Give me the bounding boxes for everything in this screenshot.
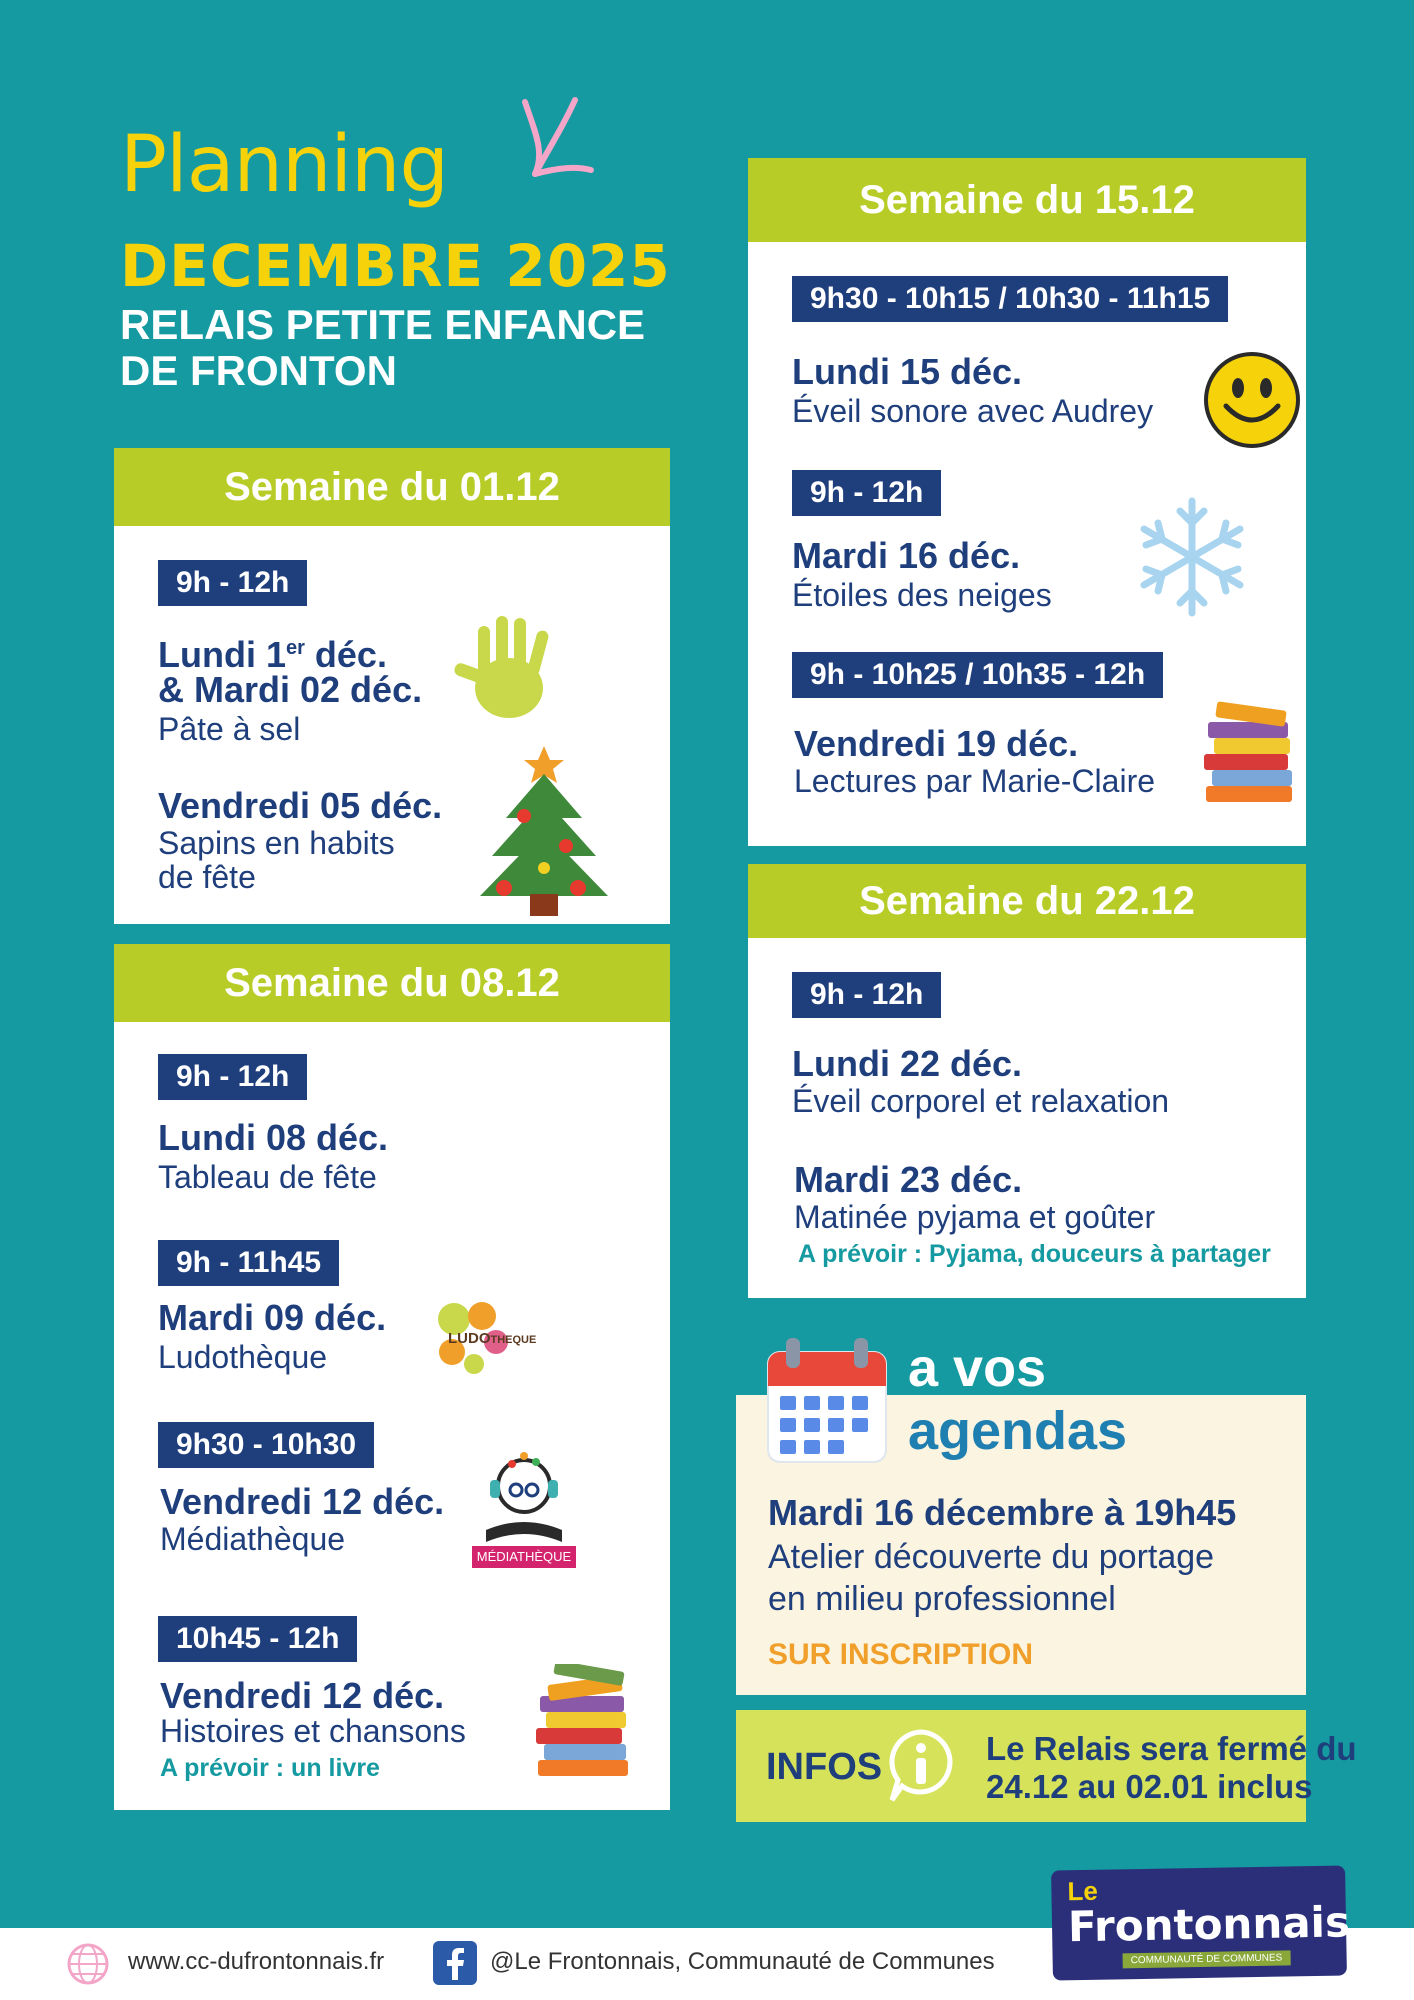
week-card-1512 <box>748 158 1306 846</box>
logo-name: Frontonnais <box>1067 1897 1351 1952</box>
session-day: Mardi 23 déc. <box>794 1159 1023 1200</box>
agenda-title-line-2: agendas <box>908 1401 1128 1461</box>
hand-print-icon <box>454 608 574 728</box>
week-card-2212 <box>748 864 1306 1298</box>
session-day-2: & Mardi 02 déc. <box>158 669 423 710</box>
agenda-registration-note: SUR INSCRIPTION <box>768 1638 1034 1671</box>
agenda-event-date: Mardi 16 décembre à 19h45 <box>768 1492 1237 1533</box>
organization-name <box>120 302 645 394</box>
session-activity-line-2: de fête <box>158 859 256 895</box>
ludotheque-logo <box>424 1294 537 1384</box>
time-badge: 9h - 10h25 / 10h35 - 12h <box>792 652 1163 698</box>
session-day: Lundi 15 déc. <box>792 351 1023 392</box>
book-stack-icon <box>1200 696 1300 808</box>
time-badge: 9h - 12h <box>158 560 307 606</box>
time-badge: 9h30 - 10h15 / 10h30 - 11h15 <box>792 276 1228 322</box>
session-day-sup: er <box>286 637 305 659</box>
calendar-icon <box>764 1336 890 1466</box>
mediatheque-logo <box>472 1450 576 1570</box>
week-card-0112 <box>114 448 670 924</box>
infos-message <box>986 1730 1357 1806</box>
infos-line-1: Le Relais sera fermé du <box>986 1730 1357 1767</box>
globe-icon <box>66 1942 110 1986</box>
logo-subtitle: COMMUNAUTÉ DE COMMUNES <box>1123 1950 1291 1968</box>
session-activity: Histoires et chansons <box>160 1713 466 1749</box>
session-day: Lundi 22 déc. <box>792 1043 1023 1084</box>
organization-line-1: RELAIS PETITE ENFANCE <box>120 301 646 348</box>
session-day <box>158 628 387 675</box>
info-icon <box>886 1728 956 1804</box>
ludotheque-logo-text-a: LUDO <box>448 1330 491 1347</box>
session-day-prefix: Lundi 1 <box>158 634 286 675</box>
session-activity: Étoiles des neiges <box>792 577 1052 613</box>
agenda-event-line-2: en milieu professionnel <box>768 1580 1116 1618</box>
session-activity: Médiathèque <box>160 1521 346 1557</box>
smiley-icon <box>1202 350 1302 450</box>
time-badge: 9h - 12h <box>158 1054 307 1100</box>
logo-le: Le <box>1067 1875 1099 1907</box>
agenda-event-line-1: Atelier découverte du portage <box>768 1538 1215 1576</box>
session-day: Vendredi 12 déc. <box>160 1481 445 1522</box>
frontonnais-logo <box>1051 1865 1351 1980</box>
session-activity: Matinée pyjama et goûter <box>794 1199 1156 1235</box>
session-activity: Éveil sonore avec Audrey <box>792 393 1154 429</box>
time-badge: 10h45 - 12h <box>158 1616 357 1662</box>
facebook-link[interactable]: @Le Frontonnais, Communauté de Communes <box>490 1948 995 1975</box>
session-day: Mardi 09 déc. <box>158 1297 387 1338</box>
snowflake-icon <box>1136 494 1248 620</box>
week-header: Semaine du 08.12 <box>114 944 670 1022</box>
week-header: Semaine du 01.12 <box>114 448 670 526</box>
session-activity-line-1: Sapins en habits <box>158 825 395 861</box>
session-activity: Éveil corporel et relaxation <box>792 1083 1170 1119</box>
session-note: A prévoir : un livre <box>160 1754 380 1782</box>
book-stack-icon <box>528 1664 638 1784</box>
agenda-event-description <box>768 1536 1214 1620</box>
session-day: Mardi 16 déc. <box>792 535 1021 576</box>
session-activity: Lectures par Marie-Claire <box>794 763 1156 799</box>
session-day: Vendredi 19 déc. <box>794 723 1079 764</box>
page-subtitle-month: DECEMBRE 2025 <box>120 232 671 300</box>
session-day-suffix: déc. <box>304 634 387 675</box>
website-link[interactable]: www.cc-dufrontonnais.fr <box>128 1948 385 1975</box>
time-badge: 9h - 12h <box>792 972 941 1018</box>
infos-label: INFOS <box>766 1746 883 1788</box>
mediatheque-reader-icon <box>472 1450 576 1546</box>
facebook-icon <box>432 1940 478 1986</box>
session-note: A prévoir : Pyjama, douceurs à partager <box>798 1240 1271 1268</box>
week-header: Semaine du 15.12 <box>748 158 1306 242</box>
session-day: Lundi 08 déc. <box>158 1117 389 1158</box>
organization-line-2: DE FRONTON <box>120 347 397 394</box>
time-badge: 9h - 12h <box>792 470 941 516</box>
time-badge: 9h30 - 10h30 <box>158 1422 374 1468</box>
ludotheque-logo-text-b: THEQUE <box>490 1334 537 1346</box>
session-activity: Ludothèque <box>158 1339 328 1375</box>
ludotheque-logo-text <box>448 1330 536 1347</box>
session-activity: Tableau de fête <box>158 1159 377 1195</box>
week-card-0812 <box>114 944 670 1810</box>
session-day: Vendredi 12 déc. <box>160 1675 445 1716</box>
agenda-title-line-1: a vos <box>908 1338 1047 1398</box>
page-title: Planning <box>120 120 448 210</box>
decorative-leaf-icon <box>505 92 595 182</box>
christmas-tree-icon <box>474 738 614 916</box>
infos-line-2: 24.12 au 02.01 inclus <box>986 1768 1313 1805</box>
mediatheque-logo-text: MÉDIATHÈQUE <box>472 1546 576 1568</box>
time-badge: 9h - 11h45 <box>158 1240 339 1286</box>
week-header: Semaine du 22.12 <box>748 864 1306 938</box>
session-day: Vendredi 05 déc. <box>158 785 443 826</box>
session-activity: Pâte à sel <box>158 711 301 747</box>
